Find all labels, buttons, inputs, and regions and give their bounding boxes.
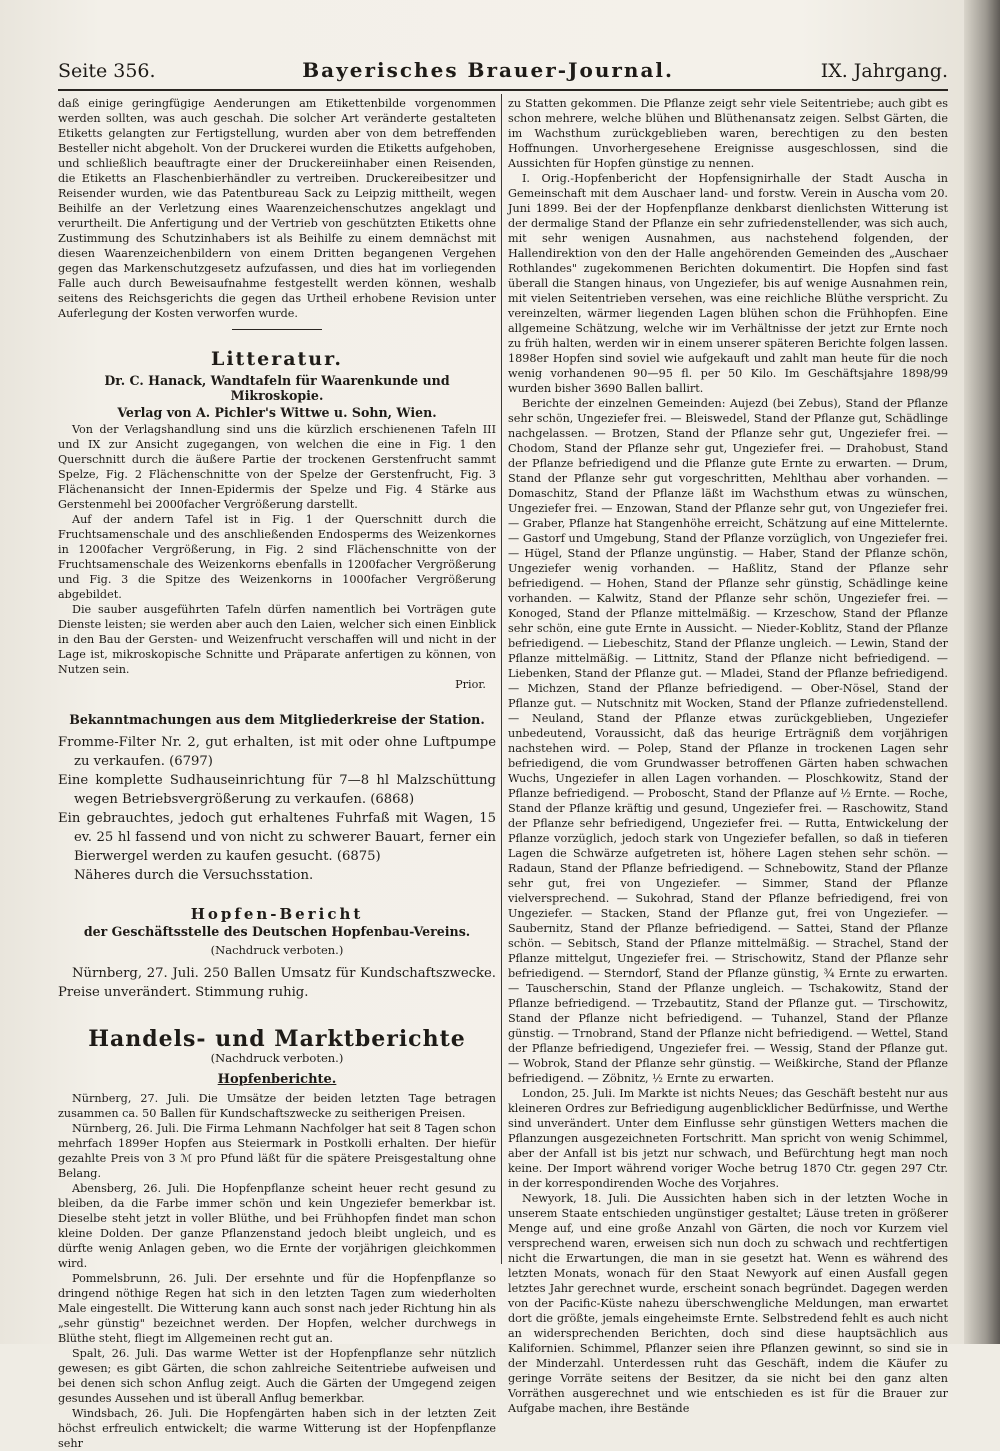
page-binding-edge	[964, 0, 1000, 1344]
book-title: Dr. C. Hanack, Wandtafeln für Waarenkunde und Mikroskopie.	[104, 373, 450, 403]
volume-label: IX. Jahrgang.	[820, 60, 948, 82]
announcements-list	[58, 733, 496, 885]
reprint-notice: (Nachdruck verboten.)	[210, 943, 344, 957]
hop-report-heading: Hopfen-Bericht	[190, 905, 364, 923]
reprint-notice: (Nachdruck verboten.)	[210, 1051, 344, 1065]
literature-paragraph: Auf der andern Tafel ist in Fig. 1 der Querschnitt durch die Fruchtsamenschale und des anschließenden Endosperms des Weizenkornes in 1200facher Vergrößerung, in Fig. 2 sind Flächenschnitte von der Fruchtsamenschale des Weizenkorns ebenfalls in 1200facher Vergrößerung und Fig. 3 die Spitze des Weizenkorns in 1000facher Vergrößerung abgebildet.	[58, 513, 496, 601]
market-report: Nürnberg, 27. Juli. Die Umsätze der beiden letzten Tage betragen zusammen ca. 50 Ballen für Kundschaftszwecke zu seitherigen Preisen.	[58, 1092, 496, 1120]
london-report: London, 25. Juli. Im Markte ist nichts Neues; das Geschäft besteht nur aus kleineren Ordres zur Befriedigung augenblicklicher Bedürfnisse, und Werthe sind unverändert. Unter dem Einflusse sehr günstigen Wetters machen die Pflanzungen ausgezeichneten Fortschritt. Man spricht von wenig Schimmel, aber der Anfall ist bis jetzt nur schwach, und Befürchtung hegt man noch keine. Der Import während voriger Woche betrug 1870 Ctr. gegen 297 Ctr. in der korrespondirenden Woche des Vorjahres.	[508, 1087, 948, 1190]
literature-heading: Litteratur.	[210, 348, 343, 370]
page-number: Seite 356.	[58, 60, 156, 82]
market-report: Pommelsbrunn, 26. Juli. Der ersehnte und für die Hopfenpflanze so dringend nöthige Regen hat sich in den letzten Tagen zum wiederholten Male eingestellt. Die Witterung kann auch sonst nach jeder Richtung hin als „sehr günstig" bezeichnet werden. Der Hopfen, welcher durchwegs in Blüthe steht, fliegt im Allgemeinen recht gut an.	[58, 1272, 496, 1345]
newyork-report: Newyork, 18. Juli. Die Aussichten haben sich in der letzten Woche in unserem Staate entschieden ungünstiger gestaltet; Läuse treten in größerer Menge auf, und eine große Anzahl von Gärten, die noch vor Kurzem viel versprechend waren, erweisen sich nun doch zu schwach und rechtfertigen nicht die Erwartungen, die man in sie gesetzt hat. Wenn es während des letzten Monats, wonach für den Staat Newyork auf einen Ausfall gegen letztes Jahr gerechnet wurde, erscheint sonach begründet. Dagegen werden von der Pacific-Küste nahezu überschwengliche Meldungen, man erwartet dort die größte, jemals eingeheimste Ernte. Selbstredend fehlt es auch nicht an widersprechenden Berichten, doch sind diese hauptsächlich aus Kalifornien. Schimmel, Pflanzer seien ihre Pflanzen gewinnt, so sind sie in der Minderzahl. Unterdessen ruht das Geschäft, indem die Käufer zu geringe Vorräte seitens der Besitzer, da sie nicht bei den ganz alten Vorräthen ausgerechnet und wie entschieden es ist für die Brauer zur Aufgabe machen, ihre Bestände	[508, 1192, 948, 1415]
municipality-reports: Berichte der einzelnen Gemeinden: Aujezd (bei Zebus), Stand der Pflanze sehr schön, Ungeziefer frei. — Bleiswedel, Stand der Pflanze gut, Schädlinge nachgelassen. — Brotzen, Stand der Pflanze sehr gut, Ungeziefer frei. — Chodom, Stand der Pflanze sehr gut, Ungeziefer frei. — Drahobust, Stand der Pflanze befriedigend und die Pflanze gute Ernte zu erwarten. — Drum, Stand der Pflanze sehr gut vorgeschritten, Mehlthau aber vorhanden. — Domaschitz, Stand der Pflanze läßt im Wachsthum etwas zu wünschen, Ungeziefer frei. — Enzowan, Stand der Pflanze sehr gut, von Ungeziefer frei. — Graber, Pflanze hat Stangenhöhe erreicht, Schätzung auf eine Mittelernte. — Gastorf und Umgebung, Stand der Pflanze vorzüglich, von Ungeziefer frei. — Hügel, Stand der Pflanze ungünstig. — Haber, Stand der Pflanze schön, Ungeziefer wenig vorhanden. — Haßlitz, Stand der Pflanze sehr befriedigend. — Hohen, Stand der Pflanze sehr günstig, Schädlinge keine vorhanden. — Kalwitz, Stand der Pflanze sehr schön, Ungeziefer frei. — Konoged, Stand der Pflanze mittelmäßig. — Krzeschow, Stand der Pflanze sehr schön, eine gute Ernte in Aussicht. — Nieder-Koblitz, Stand der Pflanze befriedigend. — Liebeschitz, Stand der Pflanze ungleich. — Lewin, Stand der Pflanze mittelmäßig. — Littnitz, Stand der Pflanze nicht befriedigend. — Liebenken, Stand der Pflanze gut. — Mladei, Stand der Pflanze befriedigend. — Michzen, Stand der Pflanze befriedigend. — Ober-Nösel, Stand der Pflanze gut. — Nutschnitz mit Wocken, Stand der Pflanze zufriedenstellend. — Neuland, Stand der Pflanze etwas zurückgeblieben, Ungeziefer unbedeutend, Voraussicht, daß das heurige Erträgniß dem vorjährigen nachstehen wird. — Polep, Stand der Pflanze in trockenen Lagen sehr befriedigend, die vom Grundwasser betroffenen Gärten haben schwachen Wuchs, Ungeziefer in allen Lagen vorhanden. — Ploschkowitz, Stand der Pflanze befriedigend. — Proboscht, Stand der Pflanze auf ½ Ernte. — Roche, Stand der Pflanze kräftig und gesund, Ungeziefer frei. — Raschowitz, Stand der Pflanze sehr befriedigend, Ungeziefer frei. — Rutta, Entwickelung der Pflanze vorzüglich, jedoch stark von Ungeziefer befallen, so daß in tieferen Lagen die Schwärze aufgetreten ist, höhere Lagen stehen sehr schön. — Radaun, Stand der Pflanze befriedigend. — Schnebowitz, Stand der Pflanze sehr gut, frei von Ungeziefer. — Simmer, Stand der Pflanze vielversprechend. — Sukohrad, Stand der Pflanze befriedigend, frei von Ungeziefer. — Stacken, Stand der Pflanze gut, frei von Ungeziefer. — Saubernitz, Stand der Pflanze befriedigend. — Sattei, Stand der Pflanze schön. — Sebitsch, Stand der Pflanze mittelmäßig. — Strachel, Stand der Pflanze mittelgut, Ungeziefer frei. — Strischowitz, Stand der Pflanze sehr befriedigend. — Sterndorf, Stand der Pflanze günstig, ¾ Ernte zu erwarten. — Tauscherschin, Stand der Pflanze ungleich. — Tschakowitz, Stand der Pflanze befriedigend. — Trzebautitz, Stand der Pflanze gut. — Tirschowitz, Stand der Pflanze nicht befriedigend. — Tuhanzel, Stand der Pflanze günstig. — Trnobrand, Stand der Pflanze nicht befriedigend. — Wettel, Stand der Pflanze befriedigend, Ungeziefer frei. — Wessig, Stand der Pflanze gut. — Wobrok, Stand der Pflanze sehr günstig. — Weißkirche, Stand der Pflanze befriedigend. — Zöbnitz, ½ Ernte zu erwarten.	[508, 397, 948, 1085]
section-divider	[232, 329, 322, 330]
literature-paragraph: Die sauber ausgeführten Tafeln dürfen namentlich bei Vorträgen gute Dienste leisten; sie werden aber auch den Laien, welcher sich einen Einblick in den Bau der Gersten- und Weizenfrucht verschaffen will und nicht in der Lage ist, mikroskopische Schnitte und Präparate anfertigen zu können, von Nutzen sein.	[58, 603, 496, 676]
author-signature: Prior.	[455, 678, 486, 691]
article-continuation: zu Statten gekommen. Die Pflanze zeigt sehr viele Seitentriebe; auch gibt es schon mehrere, welche blühen und Blüthenansatz zeigen. Selbst Gärten, die im Wachsthum zurückgeblieben waren, berechtigen zu den besten Hoffnungen. Unvorhergesehene Ereignisse ausgeschlossen, sind die Aussichten für Hopfen günstige zu nennen.	[508, 97, 948, 170]
announcements-heading: Bekanntmachungen aus dem Mitgliederkreise der Station.	[69, 712, 485, 727]
market-report: Nürnberg, 26. Juli. Die Firma Lehmann Nachfolger hat seit 8 Tagen schon mehrfach 1899er Hopfen aus Steiermark in Postkolli erhalten. Der hiefür gezahlte Preis von 3 ℳ pro Pfund läßt für die spätere Preisgestaltung ohne Belang.	[58, 1122, 496, 1180]
book-publisher: Verlag von A. Pichler's Wittwe u. Sohn, Wien.	[117, 405, 437, 420]
announcement-item: Ein gebrauchtes, jedoch gut erhaltenes Fuhrfaß mit Wagen, 15 ev. 25 hl fassend und von nicht zu schwerer Bauart, ferner ein Bierwergel werden zu kaufen gesucht. (6875)	[58, 811, 496, 864]
market-reports-heading: Handels- und Marktberichte	[88, 1026, 466, 1052]
hop-report-paragraph: Nürnberg, 27. Juli. 250 Ballen Umsatz für Kundschaftszwecke. Preise unverändert. Stimmung ruhig.	[58, 966, 496, 1000]
auscha-report: I. Orig.-Hopfenbericht der Hopfensignirhalle der Stadt Auscha in Gemeinschaft mit dem Auschaer land- und forstw. Verein in Auscha vom 20. Juni 1899. Bei der der Hopfenpflanze denkbarst dienlichsten Witterung ist der dermalige Stand der Pflanze ein sehr zufriedenstellender, was sich auch, mit sehr wenigen Ausnahmen, aus nachstehend folgenden, der Hallendirektion von den der Halle angehörenden Gemeinden des „Auschaer Rothlandes" zugekommenen Berichten dokumentirt. Die Hopfen sind fast überall die Stangen hinaus, von Ungeziefer, bis auf wenige Ausnahmen rein, mit vielen Seitentrieben versehen, was eine reichliche Blüthe verspricht. Zu vereinzelten, wärmer liegenden Lagen blühen schon die Frühhopfen. Eine allgemeine Schätzung, welche wir im Verhältnisse der jetzt zur Ernte noch zu früh halten, werden wir in einem unserer späteren Berichte folgen lassen. 1898er Hopfen sind soviel wie aufgekauft und zahlt man heute für die noch wenig vorhandenen 90—95 fl. per 50 Kilo. Im Geschäftsjahre 1898/99 wurden bisher 3690 Ballen ballirt.	[508, 172, 948, 395]
article-continuation: daß einige geringfügige Aenderungen am Etikettenbilde vorgenommen werden sollten, was auch geschah. Die solcher Art veränderte gestalteten Etiketts gelangten zur Fertigstellung, wurden aber von dem betreffenden Besteller nicht abgeholt. Von der Druckerei wurden die Etiketts aufgehoben, und schließlich beauftragte einer der Druckereiinhaber einen Reisenden, die Etiketts an Flaschenbierhändler zu vertreiben. Druckereibesitzer und Reisender wurden, wie das Patentbureau Sack zu Leipzig mittheilt, wegen Beihilfe an der Verletzung eines Waarenzeichenschutzes angeklagt und verurtheilt. Die Anfertigung und der Vertrieb von geschützten Etiketts ohne Zustimmung des Schutzinhabers ist als Beihilfe zu einem demnächst mit diesen Waarenzeichenbildern von einem Dritten begangenen Vergehen gegen das Markenschutzgesetz aufzufassen, und dies hat im vorliegenden Falle auch durch Beweisaufnahme festgestellt werden können, weshalb seitens des Reichsgerichts die gegen das Urtheil erhobene Revision unter Auferlegung der Kosten verworfen wurde.	[58, 97, 496, 320]
announcement-item: Eine komplette Sudhauseinrichtung für 7—8 hl Malzschüttung wegen Betriebsvergrößerung zu verkaufen. (6868)	[58, 773, 496, 807]
market-report: Spalt, 26. Juli. Das warme Wetter ist der Hopfenpflanze sehr nützlich gewesen; es gibt Gärten, die schon zahlreiche Seitentriebe aufweisen und bei denen sich schon Anflug zeigt. Auch die Gärten der Umgegend zeigen gesundes Aussehen und ist überall Anflug bemerkbar.	[58, 1347, 496, 1405]
page-header	[58, 54, 948, 82]
market-report: Windsbach, 26. Juli. Die Hopfengärten haben sich in der letzten Zeit höchst erfreulich entwickelt; die warme Witterung ist der Hopfenpflanze sehr	[58, 1407, 496, 1450]
column-divider	[501, 94, 502, 1264]
left-column	[58, 96, 496, 1451]
hop-reports-subheading: Hopfenberichte.	[217, 1072, 337, 1087]
journal-title: Bayerisches Brauer-Journal.	[302, 58, 674, 82]
right-column	[508, 96, 948, 1416]
announcement-note: Näheres durch die Versuchsstation.	[74, 868, 314, 883]
announcement-item: Fromme-Filter Nr. 2, gut erhalten, ist mit oder ohne Luftpumpe zu verkaufen. (6797)	[58, 735, 496, 769]
literature-paragraph: Von der Verlagshandlung sind uns die kürzlich erschienenen Tafeln III und IX zur Ansicht zugegangen, von welchen die eine in Fig. 1 den Querschnitt durch die äußere Partie der trockenen Gerstenfrucht sammt Spelze, Fig. 2 Flächenschnitte von der Spelze der Gerstenfrucht, Fig. 3 Flächenansicht der Innen-Epidermis der Spelze und Fig. 4 Stärke aus Gerstenmehl bei 2000facher Vergrößerung darstellt.	[58, 423, 496, 511]
header-rule	[58, 89, 948, 91]
hop-report-subheading: der Geschäftsstelle des Deutschen Hopfenbau-Vereins.	[83, 924, 471, 939]
market-report: Abensberg, 26. Juli. Die Hopfenpflanze scheint heuer recht gesund zu bleiben, da die Farbe immer schön und kein Ungeziefer bemerkbar ist. Dieselbe steht jetzt in voller Blüthe, und bei Frühhopfen findet man schon kleine Dolden. Der ganze Pflanzenstand jedoch bleibt ungleich, und es dürfte wenig Anlagen geben, wo die Ernte der vorjährigen gleichkommen wird.	[58, 1182, 496, 1270]
hop-report-text	[58, 964, 496, 1002]
